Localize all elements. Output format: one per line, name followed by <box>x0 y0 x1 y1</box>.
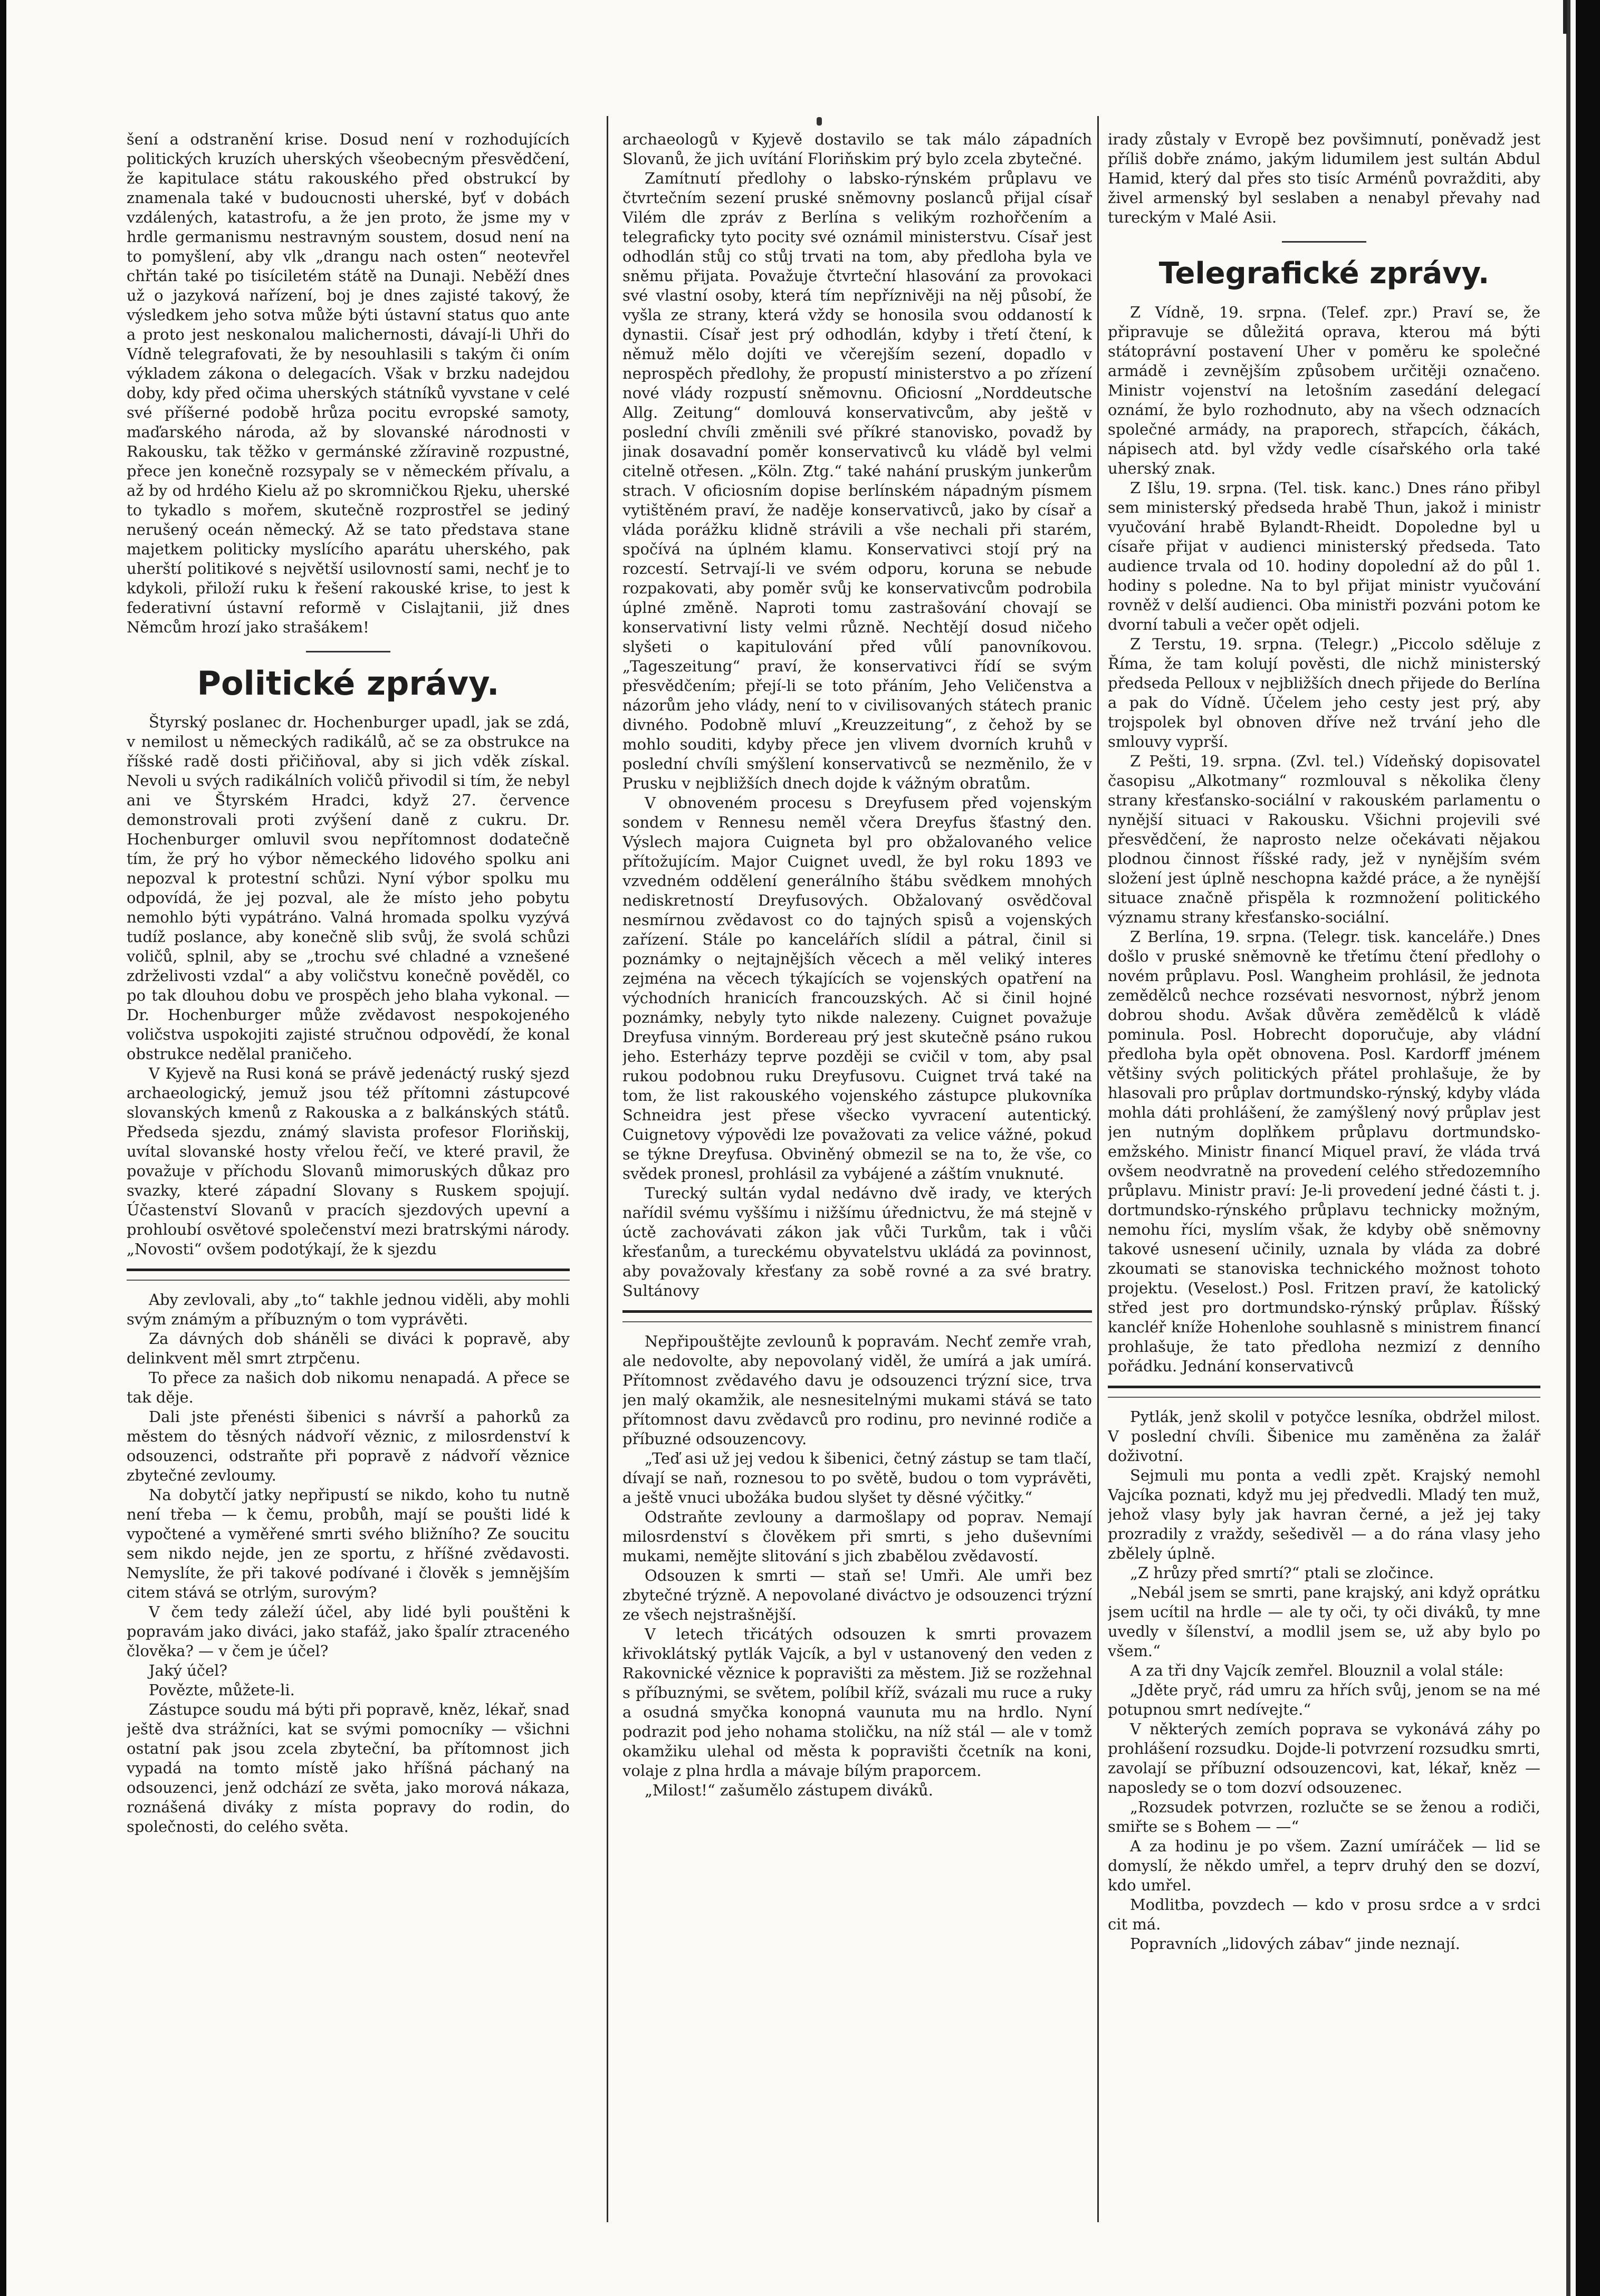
column-2 <box>622 130 1092 2233</box>
feuilleton-paragraph: V čem tedy záleží účel, aby lidé byli pouštěni k popravám jako diváci, jako stafáž, jako špalír ztraceného člověka? — v čem je účel? <box>127 1603 570 1660</box>
telegram-paragraph: Z Vídně, 19. srpna. (Telef. zpr.) Praví se, že připravuje se důležitá oprava, kterou má býti státoprávní postavení Uher v poměru ke společné armádě i zevnějším způsobem určitěji označeno. Ministr vojenství na letošním zasedání delegací oznámí, že bylo rozhodnuto, aby na všech odznacích společné armády, na praporech, střapcích, čákách, nápisech atd. byl vždy vedle císařského orla také uherský znak. <box>1108 303 1540 477</box>
feuilleton-paragraph: Jaký účel? <box>149 1661 227 1679</box>
feuilleton-paragraph: To přece za našich dob nikomu nenapadá. A přece se tak děje. <box>127 1369 570 1406</box>
column-3 <box>1108 130 1540 2233</box>
feuilleton-paragraph: Povězte, můžete-li. <box>149 1681 295 1699</box>
news-paragraph: archaeologů v Kyjevě dostavilo se tak málo západních Slovanů, že jich uvítání Floriňskim prý bylo zcela zbytečné. <box>622 130 1092 168</box>
section-divider <box>306 651 390 652</box>
news-paragraph: Turecký sultán vydal nedávno dvě irady, ve kterých nařídil svému vyššímu i nižšímu úřednictvu, že má stejně v úctě zachovávati zákon jak vůči Turkům, tak i vůči křesťanům, a tureckému obyvatelstvu ukládá za povinnost, aby považovaly křesťany za sobě rovné a za své bratry. Sultánovy <box>622 1184 1092 1300</box>
section-divider <box>1282 241 1366 243</box>
scan-corner-mark <box>1563 0 1567 34</box>
feuilleton-paragraph: Na dobytčí jatky nepřipustí se nikdo, koho tu nutně není třeba — k čemu, probůh, mají se poušti lidé k vypočtené a vyměřené smrti svého bližního? Ze soucitu sem nikdo nejde, jen ze sportu, z hříšné zvědavosti. Nemyslíte, že při takové podívané i člověk s jemnějším citem stává se otrlým, surovým? <box>127 1486 570 1601</box>
column-rule <box>607 116 608 2222</box>
feuilleton-paragraph: Modlitba, povzdech — kdo v prosu srdce a v srdci cit má. <box>1108 1896 1540 1933</box>
feuilleton-paragraph: Aby zevlovali, aby „to“ takhle jednou viděli, aby mohli svým známým a příbuzným o tom vyprávěti. <box>127 1291 570 1328</box>
feuilleton-paragraph: „Milost!“ zašumělo zástupem diváků. <box>645 1781 933 1799</box>
article-paragraph: šení a odstranění krise. Dosud není v rozhodujících politických kruzích uherských všeobecným přesvědčení, že kapitulace státu rakouského před obstrukcí by znamenala také v budoucnosti uherské, byť v dobách vzdálených, katastrofu, a že jen proto, že jsme my v hrdle germanismu nestravným soustem, dosud není na to pomyšlení, aby vlk „drangu nach osten“ neotevřel chřtán také po tisíciletém státě na Dunaji. Neběží dnes už o jazyková nařízení, boj je dnes zajisté takový, že výsledkem jeho sotva může býti ústavní status quo ante a proto jest neskonalou malichernosti, dávají-li Uhři do Vídně telegrafovati, že by nesouhlasili s takým či oním výkladem zákona o delegacích. Však v brzku nadejdou doby, kdy před očima uherských státníků vyvstane v celé své příšerné podobě hrůza pocitu evropské samoty, maďarského národa, až by slovanské národnosti v Rakousku, tak těžko v germánské zžíravině rozpustné, přece jen konečně rozsypaly se v německém přívalu, a až by od hrdého Kielu až po skromničkou Rjeku, uherské to tykadlo s mořem, skutečně rozprostřel se jediný nerušený oceán německý. Až se tato představa stane majetkem politicky myslícího aparátu uherského, pak uherští politikové s největší usilovností sami, nechť je to kdykoli, přiloží ruku k řešení rakouské krise, to jest k federativní ústavní reformě v Cislajtanii, již dnes Němcům hrozí jako strašákem! <box>127 130 570 636</box>
feuilleton-paragraph: Odstraňte zevlouny a darmošlapy od poprav. Nemají milosrdenství s člověkem při smrti, s jeho duševními mukami, nemějte slitování s jich zbabělou zvědavostí. <box>622 1508 1092 1565</box>
feuilleton-paragraph: „Rozsudek potvrzen, rozlučte se se ženou a rodiči, smiřte se s Bohem — —“ <box>1108 1798 1540 1836</box>
feuilleton-paragraph: A za hodinu je po všem. Zazní umíráček — lid se domyslí, že někdo umřel, a teprv druhý den se dozví, kdo umřel. <box>1108 1837 1540 1894</box>
telegram-paragraph: Z Berlína, 19. srpna. (Telegr. tisk. kanceláře.) Dnes došlo v pruské sněmovně ke třetímu čtení předlohy o novém průplavu. Posl. Wangheim prohlásil, že jednota zemědělců nechce rozsévati nesvornost, nýbrž jenom dobrou shodu. Avšak důvěra zemědělců k vládě pominula. Posl. Hobrecht doporučuje, aby vládní předloha byla opět obnovena. Posl. Kardorff jménem většiny svých politických přátel prohlašuje, že by hlasovali pro průplav dortmundsko-rýnský, kdyby vláda mohla dáti prohlášení, že zamýšlený nový průplav jest jen nutným doplňkem průplavu dortmundsko-emžského. Ministr financí Miquel praví, že vláda trvá ovšem neodvratně na provedení celého středozemního průplavu. Ministr praví: Je-li provedení jedné části t. j. dortmundsko-rýnského průplavu technicky možným, nemohu říci, myslím však, že kdyby obě sněmovny takové usnesení učinily, uznala by vláda za dobré zkoumati se stanoviska technického možnost tohoto projektu. (Veselost.) Posl. Fritzen praví, že katolický střed jest pro dortmundsko-rýnský průplav. Říšský kancléř kníže Hohenlohe souhlasně s ministrem financí prohlašuje, že tato předloha nezmizí z denního pořádku. Jednání konservativců <box>1108 928 1540 1375</box>
telegram-paragraph: Z Pešti, 19. srpna. (Zvl. tel.) Vídeňský dopisovatel časopisu „Alkotmany“ rozmlouval s několika členy strany křesťansko-sociální v rakouském parlamentu o nynější situaci v Rakousku. Všichni projevili své přesvědčení, že naprosto nelze očekávati nějakou plodnou činnost říšské rady, jež v nynějším svém složení jest úplně neschopna každé práce, a že nynější situace značně přispěla k rozmnožení politického významu strany křesťansko-sociální. <box>1108 752 1540 926</box>
column-1 <box>127 130 570 2233</box>
feuilleton-paragraph: Pytlák, jenž skolil v potyčce lesníka, obdržel milost. V poslední chvíli. Šibenice mu zaměněna za žalář doživotní. <box>1108 1408 1540 1465</box>
column-rule <box>1097 116 1099 2222</box>
telegram-paragraph: Z Išlu, 19. srpna. (Tel. tisk. kanc.) Dnes ráno přibyl sem ministerský předseda hrabě Thun, jakož i ministr vyučování hrabě Bylandt-Rheidt. Dopoledne byl u císaře přijat v audienci ministerský předseda. Tato audience trvala od 10. hodiny dopolední až do půl 1. hodiny s poledne. Na to byl přijat ministr vyučování rovněž v delší audienci. Oba ministři pozváni potom ke dvorní tabuli a večer opět odjeli. <box>1108 479 1540 633</box>
news-paragraph: V obnoveném procesu s Dreyfusem před vojenským sondem v Rennesu neměl včera Dreyfus šťastný den. Výslech majora Cuigneta byl pro obžalovaného velice přítožujícím. Major Cuignet uvedl, že byl roku 1893 ve vzvedném oddělení generálního štábu svědkem mnohých nediskretností Dreyfusových. Obžalovaný osvědčoval nesmírnou zvědavost co do tajných spisů a vojenských zařízení. Stále po kancelářích slídil a pátral, činil si poznámky o nejtajnějších věcech a měl veliký interes zejména na věcech týkajících se vojenských opatření na východních hranicích francouzských. Ač si činil hojné poznámky, nebyly tyto nikde nalezeny. Cuignet považuje Dreyfusa vinným. Bordereau prý jest skutečně psáno rukou jeho. Esterházy teprve později se cvičil v tom, aby psal rukou podobnou ruku Dreyfusovu. Cuignet trvá také na tom, že list rakouského vojenského zástupce plukovníka Schneidra jest přese všecko vyvracení autentický. Cuignetovy výpovědi lze považovati za velice vážné, pokud se týkne Dreyfusa. Obviněný obmezil se na to, že vše, co svědek pronesl, prohlásil za vybájené a záštím vnuknuté. <box>622 794 1092 1183</box>
feuilleton-paragraph: „Jděte pryč, rád umru za hřích svůj, jenom se na mé potupnou smrt nedívejte.“ <box>1108 1681 1540 1718</box>
telegram-paragraph: Z Terstu, 19. srpna. (Telegr.) „Piccolo sděluje z Říma, že tam kolují pověsti, dle nichž ministerský předseda Pelloux v nejbližších dnech přijede do Berlína a pak do Vídně. Účelem jeho cesty jest prý, aby trojspolek byl obnoven dříve než trvání jeho dle smlouvy vyprší. <box>1108 635 1540 751</box>
feuilleton-paragraph: V některých zemích poprava se vykonává záhy po prohlášení rozsudku. Dojde-li potvrzení rozsudku smrti, zavolají se příbuzní odsouzencovi, kat, lékař, kněz — naposledy se o tom dozví odsouzenec. <box>1108 1720 1540 1797</box>
feuilleton-paragraph: Popravních „lidových zábav“ jinde neznají. <box>1130 1935 1460 1953</box>
feuilleton-paragraph: Dali jste přenésti šibenici s návrší a pahorků za městem do těsných nádvoří věznic, z milosrdenství k odsouzenci, odstraňte při popravě z nádvoří věznice zbytečné zevloumy. <box>127 1408 570 1484</box>
feuilleton-separator <box>1108 1386 1540 1398</box>
feuilleton-paragraph: Zástupce soudu má býti při popravě, kněz, lékař, snad ještě dva strážníci, kat se svými pomocníky — všichni ostatní pak jsou zcela zbyteční, ba přítomnost jich vypadá na tomto místě jako hříšná páchaný na odsouzenci, jenž odchází ze světa, jako morová nákaza, roznášená diváky z místa popravy do rodin, do společnosti, do celého světa. <box>127 1701 570 1836</box>
feuilleton-paragraph: Za dávných dob sháněli se diváci k popravě, aby delinkvent měl smrt ztrpčenu. <box>127 1330 570 1367</box>
feuilleton-paragraph: „Z hrůzy před smrtí?“ ptali se zločince. <box>1130 1564 1434 1582</box>
feuilleton-paragraph: „Teď asi už jej vedou k šibenici, četný zástup se tam tlačí, dívají se naň, roznesou to po světě, budou o tom vyprávěti, a ještě vnuci ubožáka budou slyšet ty děsné výčitky.“ <box>622 1449 1092 1506</box>
print-mark <box>817 117 822 126</box>
feuilleton-paragraph: V letech třicátých odsouzen k smrti provazem křivoklátský pytlák Vajcík, a byl v ustanovený den veden z Rakovnické věznice k popravišti za městem. Již se rozžehnal s příbuznými, se světem, políbil kříž, svázali mu ruce a ruky a osudná smyčka konopná vaunuta mu na hrdlo. Nyní podrazit pod jeho nohama stoličku, na níž stál — ale v tomž okamžiku ulehal od města k popravišti čcetník na koni, volaje z plna hrdla a mávaje bílým praporcem. <box>622 1625 1092 1780</box>
scan-edge-right <box>1576 0 1600 2296</box>
feuilleton-separator <box>127 1269 570 1281</box>
section-heading-telegraficke-zpravy: Telegrafické zprávy. <box>1158 256 1490 291</box>
scan-edge-left <box>0 0 6 2296</box>
news-paragraph: irady zůstaly v Evropě bez povšimnutí, poněvadž jest příliš dobře známo, jakým lidumilem jest sultán Abdul Hamid, který dal přes sto tisíc Arménů povražditi, aby živel armenský byl seslaben a nenabyl převahy nad tureckým v Malé Asii. <box>1108 130 1540 226</box>
section-heading-politicke-zpravy: Politické zprávy. <box>197 664 500 703</box>
news-paragraph: Štyrský poslanec dr. Hochenburger upadl, jak se zdá, v nemilost u německých radikálů, ač se za obstrukce na říšské radě dosti přičiňoval, aby si jich vděk získal. Nevoli u svých radikálních voličů přivodil si tím, že nebyl ani ve Štyrském Hradci, když 27. července demonstrovali proti zvýšení daně z cukru. Dr. Hochenburger omluvil svou nepřítomnost dodatečně tím, že prý ho výbor německého lidového spolku ani nepozval k protestní schůzi. Nyní výbor spolku mu odpovídá, že jej pozval, ale že místo jeho pobytu nemohlo býti vypátráno. Valná hromada spolku vyzývá tudíž poslance, aby konečně slib svůj, že svolá schůzi voličů, splnil, aby se „trochu své chladné a vznešené zdrželivosti vzdal“ a aby voličstvu konečně pověděl, co po tak dlouhou dobu ve prospěch jeho blaha vykonal. — Dr. Hochenburger může zvědavost nespokojeného voličstva uspokojiti zajisté stručnou odpovědí, že konal obstrukce nedělal praničeho. <box>127 713 570 1063</box>
feuilleton-paragraph: Sejmuli mu ponta a vedli zpět. Krajský nemohl Vajcíka poznati, když mu jej předvedli. Mladý ten muž, jehož vlasy byly jak havran černé, a jež jej taky prozradily z vraždy, sešedivěl — a do rána vlasy jeho zbělely úplně. <box>1108 1466 1540 1562</box>
feuilleton-paragraph: „Nebál jsem se smrti, pane krajský, ani když oprátku jsem ucítil na hrdle — ale ty oči, ty oči diváků, ty mne uvedly v šílenství, a modlil jsem se, už aby bylo po všem.“ <box>1108 1583 1540 1660</box>
feuilleton-separator <box>622 1310 1092 1322</box>
news-paragraph: V Kyjevě na Rusi koná se právě jedenáctý ruský sjezd archaeologický, jemuž jsou též přítomni zástupcové slovanských kmenů z Rakouska a z balkánských států. Předseda sjezdu, známý slavista profesor Floriňskij, uvítal slovanské hosty vřelou řečí, ve které pravil, že považuje v příchodu Slovanů mimoruských důkaz pro svazky, které západní Slovany s Ruskem spojují. Účastenství Slovanů v pracích sjezdových upevní a prohloubí osvětové společenství mezi bratrskými národy. „Novosti“ ovšem podotýkají, že k sjezdu <box>127 1064 570 1258</box>
news-paragraph: Zamítnutí předlohy o labsko-rýnském průplavu ve čtvrtečním sezení pruské sněmovny poslanců přijal císař Vilém dle zpráv z Berlína s velikým rozhořčením a telegraficky tyto pocity své oznámil ministerstvu. Císař jest odhodlán stůj co stůj trvati na tom, aby předloha byla ve sněmu přijata. Považuje čtvrteční hlasování za provokaci své vlastní osoby, která tím nepříznivěji na něj působí, že vyšla ze strany, která vždy se honosila svou oddaností k dynastii. Císař jest prý odhodlán, kdyby i třetí čtení, k němuž mělo dojíti ve včerejším sezení, dopadlo v neprospěch předlohy, že propustí ministerstvo a po zřízení nové vlády rozpustí sněmovnu. Oficiosní „Norddeutsche Allg. Zeitung“ domlouvá konservativcům, aby ještě v poslední chvíli změnili své příkré stanovisko, povadž by jinak dosavadní poměr konservativců ku vládě byl velmi citelně otřesen. „Köln. Ztg.“ také nahání pruským junkerům strach. V oficiosním dopise berlínském nápadným písmem vytištěném praví, že naděje konservativců, jako by císař a vláda porážku klidně strávili a vše nechali při starém, spočívá na úplném klamu. Konservativci stojí prý na rozcestí. Setrvají-li ve svém odporu, koruna se nebude rozpakovati, aby poměr svůj ke konservativcům podrobila úplné změně. Naproti tomu zastrašování chovají se konservativní listy velmi různě. Nechtějí dosud ničeho slyšeti o kapitulování před vůlí panovníkovou. „Tageszeitung“ praví, že konservativci řídí se svým přesvědčením; přejí-li se toto přáním, Jeho Veličenstva a názorům jeho vlády, není to v civilisovaných státech pranic divného. Podobně mluví „Kreuzzeitung“, z čehož by se mohlo souditi, kdyby přece jen vlivem dvorních kruhů v poslední chvíli smýšlení konservativců se nezměnilo, že v Prusku v nejbližších dnech dojde k vážným obratům. <box>622 169 1092 792</box>
feuilleton-paragraph: Odsouzen k smrti — staň se! Umři. Ale umři bez zbytečné trýzně. A nepovolané diváctvo je odsouzenci trýzní ze všech nejstrašnější. <box>622 1567 1092 1623</box>
feuilleton-paragraph: Nepřipouštějte zevlounů k popravám. Nechť zemře vrah, ale nedovolte, aby nepovolaný viděl, že umírá a jak umírá. Přítomnost zvědavého davu je odsouzenci trýzní sice, trva jen malý okamžik, ale nesnesitelnými mukami stává se tato přítomnost davu zvědavců pro rodinu, pro nevinné rodiče a příbuzné odsouzencovy. <box>622 1332 1092 1448</box>
feuilleton-paragraph: A za tři dny Vajcík zemřel. Blouznil a volal stále: <box>1130 1661 1504 1679</box>
